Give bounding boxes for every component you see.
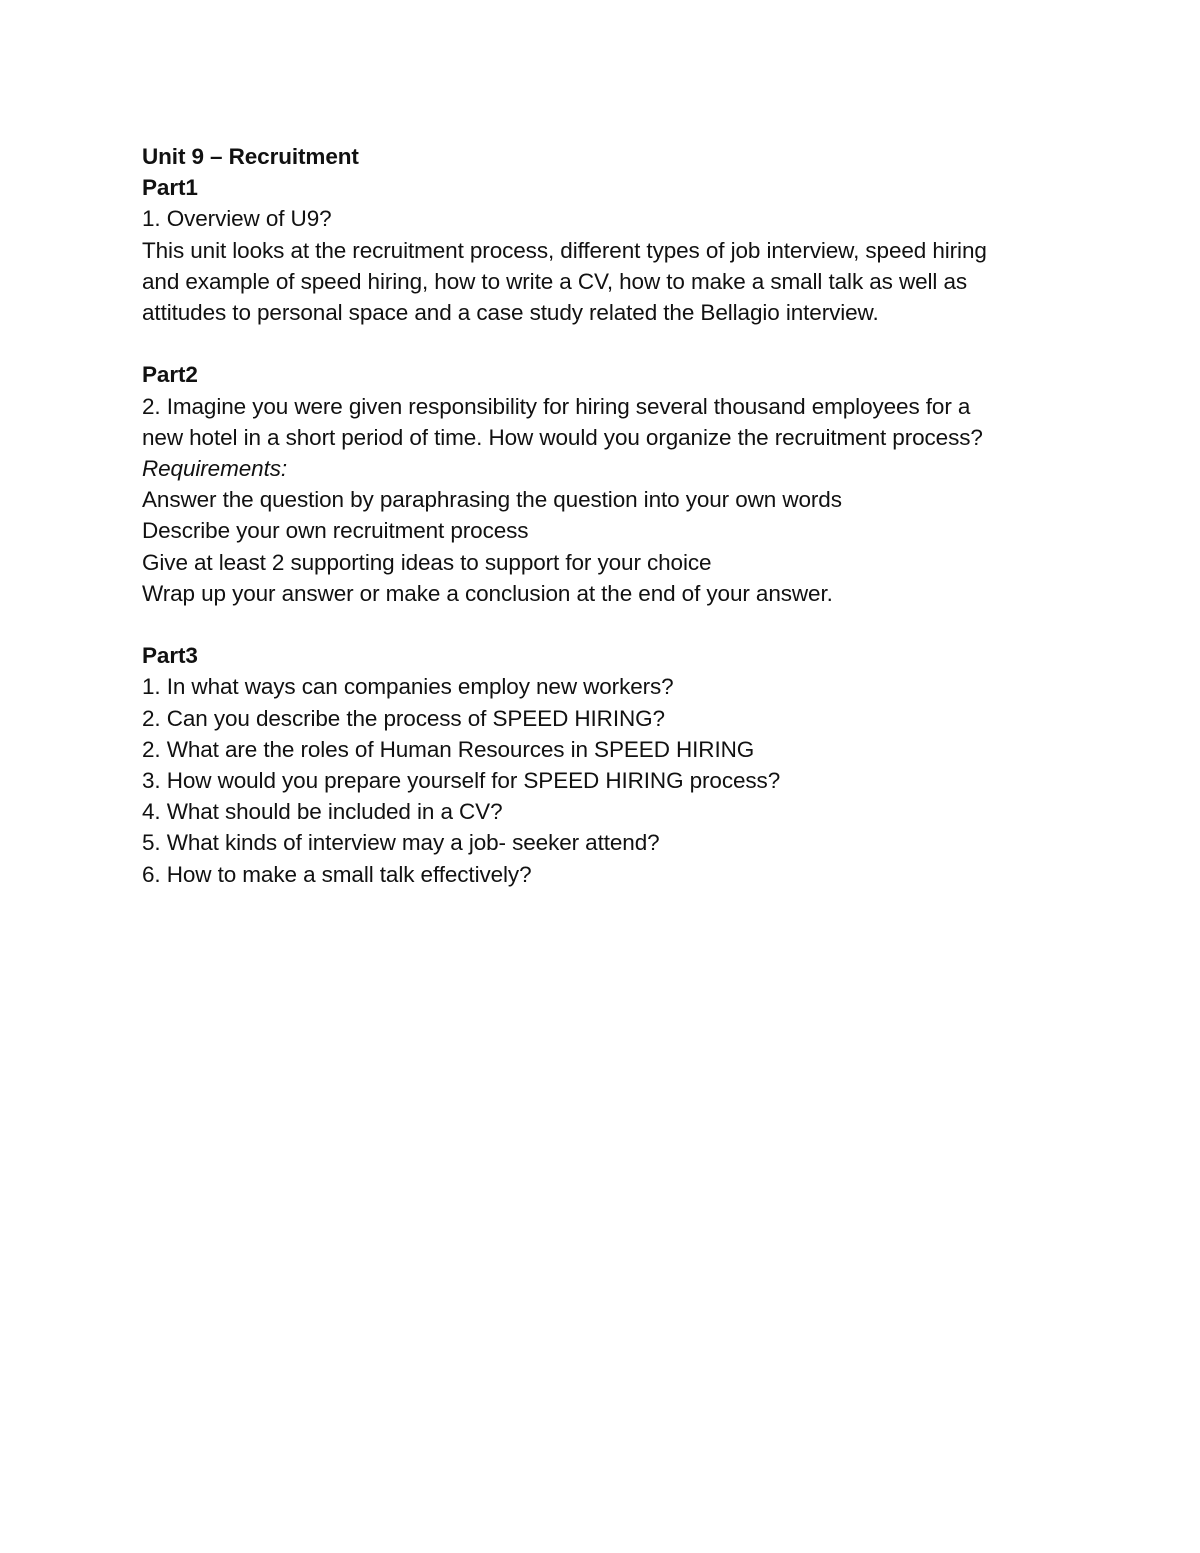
- part3-question: 4. What should be included in a CV?: [142, 799, 503, 825]
- document-body: [142, 141, 1102, 890]
- part3-heading: Part3: [142, 643, 198, 669]
- requirement-item: Give at least 2 supporting ideas to support for your choice: [142, 549, 712, 575]
- part3-question: 5. What kinds of interview may a job- seeker attend?: [142, 830, 660, 856]
- document-title: Unit 9 – Recruitment: [142, 144, 359, 169]
- part2-heading: Part2: [142, 362, 198, 388]
- requirement-item: Wrap up your answer or make a conclusion at the end of your answer.: [142, 580, 833, 606]
- part2-question-line: new hotel in a short period of time. How would you organize the recruitment process?: [142, 424, 983, 450]
- part3-question: 2. What are the roles of Human Resources in SPEED HIRING: [142, 736, 755, 762]
- part1-answer-line: This unit looks at the recruitment process, different types of job interview, speed hiring: [142, 237, 987, 263]
- part3-question: 3. How would you prepare yourself for SPEED HIRING process?: [142, 768, 781, 794]
- requirement-item: Describe your own recruitment process: [142, 518, 529, 544]
- requirements-label: Requirements:: [142, 456, 288, 482]
- part1-heading: Part1: [142, 175, 198, 201]
- paragraph-spacer: [142, 609, 1102, 640]
- part2-question-line: 2. Imagine you were given responsibility for hiring several thousand employees for a: [142, 393, 971, 419]
- requirement-item: Answer the question by paraphrasing the question into your own words: [142, 487, 842, 513]
- part1-answer-line: and example of speed hiring, how to write a CV, how to make a small talk as well as: [142, 268, 968, 294]
- part3-question: 1. In what ways can companies employ new workers?: [142, 674, 674, 700]
- part3-question: 2. Can you describe the process of SPEED HIRING?: [142, 705, 665, 731]
- paragraph-spacer: [142, 328, 1102, 359]
- part1-answer-line: attitudes to personal space and a case study related the Bellagio interview.: [142, 300, 879, 326]
- part1-question: 1. Overview of U9?: [142, 206, 332, 232]
- part3-question: 6. How to make a small talk effectively?: [142, 861, 532, 887]
